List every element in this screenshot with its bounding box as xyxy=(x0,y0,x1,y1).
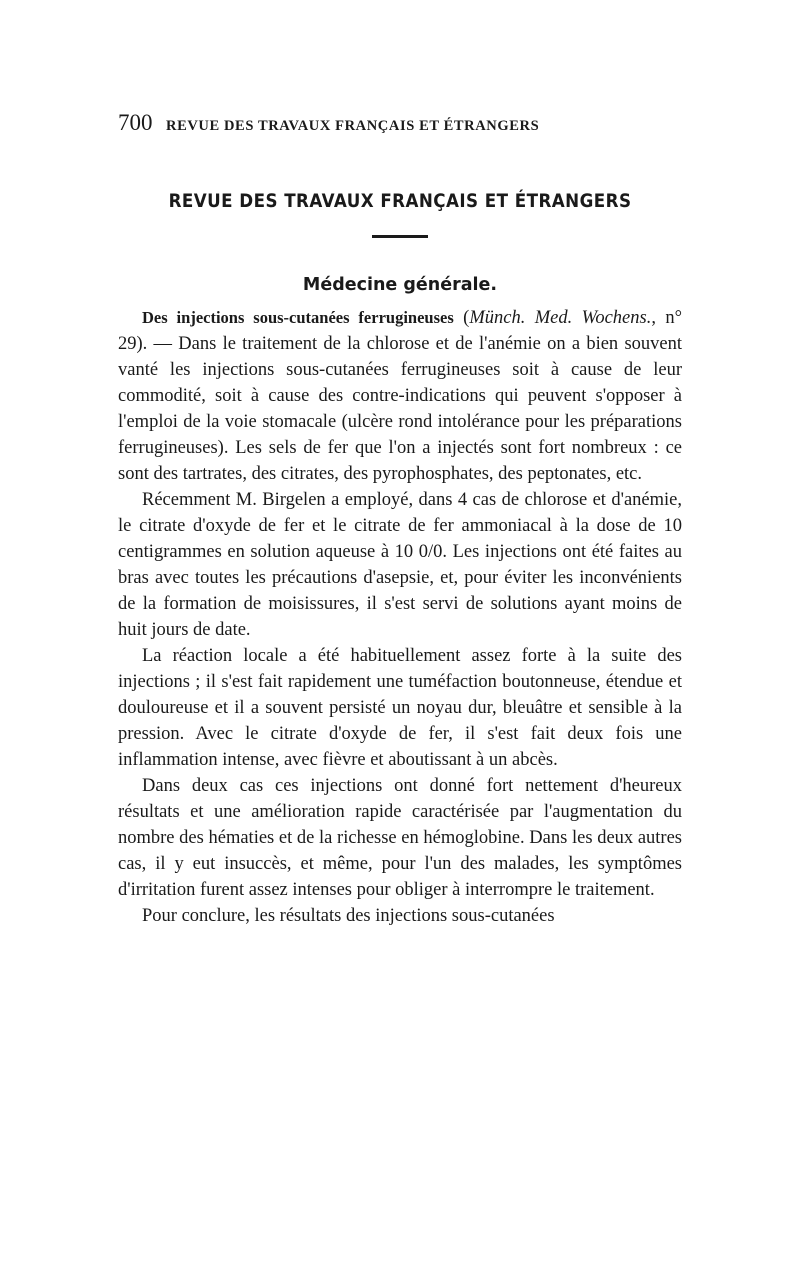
subsection-title: Médecine générale. xyxy=(302,275,498,295)
source-open: ( xyxy=(453,308,470,328)
running-title: REVUE DES TRAVAUX FRANÇAIS ET ÉTRANGERS xyxy=(166,118,540,134)
paragraph-1 xyxy=(118,305,682,487)
page-number: 700 xyxy=(118,110,153,135)
section-title: REVUE DES TRAVAUX FRANÇAIS ET ÉTRANGERS xyxy=(168,190,632,212)
paragraph-3: La réaction locale a été habituellement assez forte à la suite des injections ; il s'est fait rapidement une tuméfaction boutonneuse, étendue et douloureuse et il a souvent persisté un noyau dur, bleuâtre et sensible à la pression. Avec le citrate d'oxyde de fer, il s'est fait deux fois une inflammation intense, avec fièvre et aboutissant à un abcès. xyxy=(118,646,682,770)
source-rest: , n° 29). xyxy=(118,308,682,354)
article-source: Münch. Med. Wochens. xyxy=(469,308,652,328)
article-title: Des injections sous-cutanées ferrugineuses xyxy=(142,308,454,327)
paragraph-1-text: — Dans le traitement de la chlorose et de l'anémie on a bien souvent vanté les injections sous-cutanées ferrugineuses soit à cause de leur commodité, soit à cause des contre-indications qui peuvent s'opposer à l'emploi de la voie stomacale (ulcère rond intolérance pour les préparations ferrugineuses). Les sels de fer que l'on a injectés sont fort nombreux : ce sont des tartrates, des citrates, des pyrophosphates, des peptonates, etc. xyxy=(118,334,682,484)
book-page xyxy=(118,110,682,929)
paragraph-4: Dans deux cas ces injections ont donné fort nettement d'heureux résultats et une amélioration rapide caractérisée par l'augmentation du nombre des hématies et de la richesse en hémoglobine. Dans les deux autres cas, il y eut insuccès, et même, pour l'un des malades, les symptômes d'irritation furent assez intenses pour obliger à interrompre le traitement. xyxy=(118,776,682,900)
paragraph-5: Pour conclure, les résultats des injections sous-cutanées xyxy=(142,906,555,926)
paragraph-2: Récemment M. Birgelen a employé, dans 4 cas de chlorose et d'anémie, le citrate d'oxyde de fer et le citrate de fer ammoniacal à la dose de 10 centigrammes en solution aqueuse à 10 0/0. Les injections ont été faites au bras avec toutes les précautions d'asepsie, et, pour éviter les inconvénients de la formation de moisissures, il s'est servi de solutions ayant moins de huit jours de date. xyxy=(118,490,682,640)
article-body xyxy=(118,305,682,929)
title-rule xyxy=(372,235,428,238)
running-head xyxy=(118,110,682,140)
